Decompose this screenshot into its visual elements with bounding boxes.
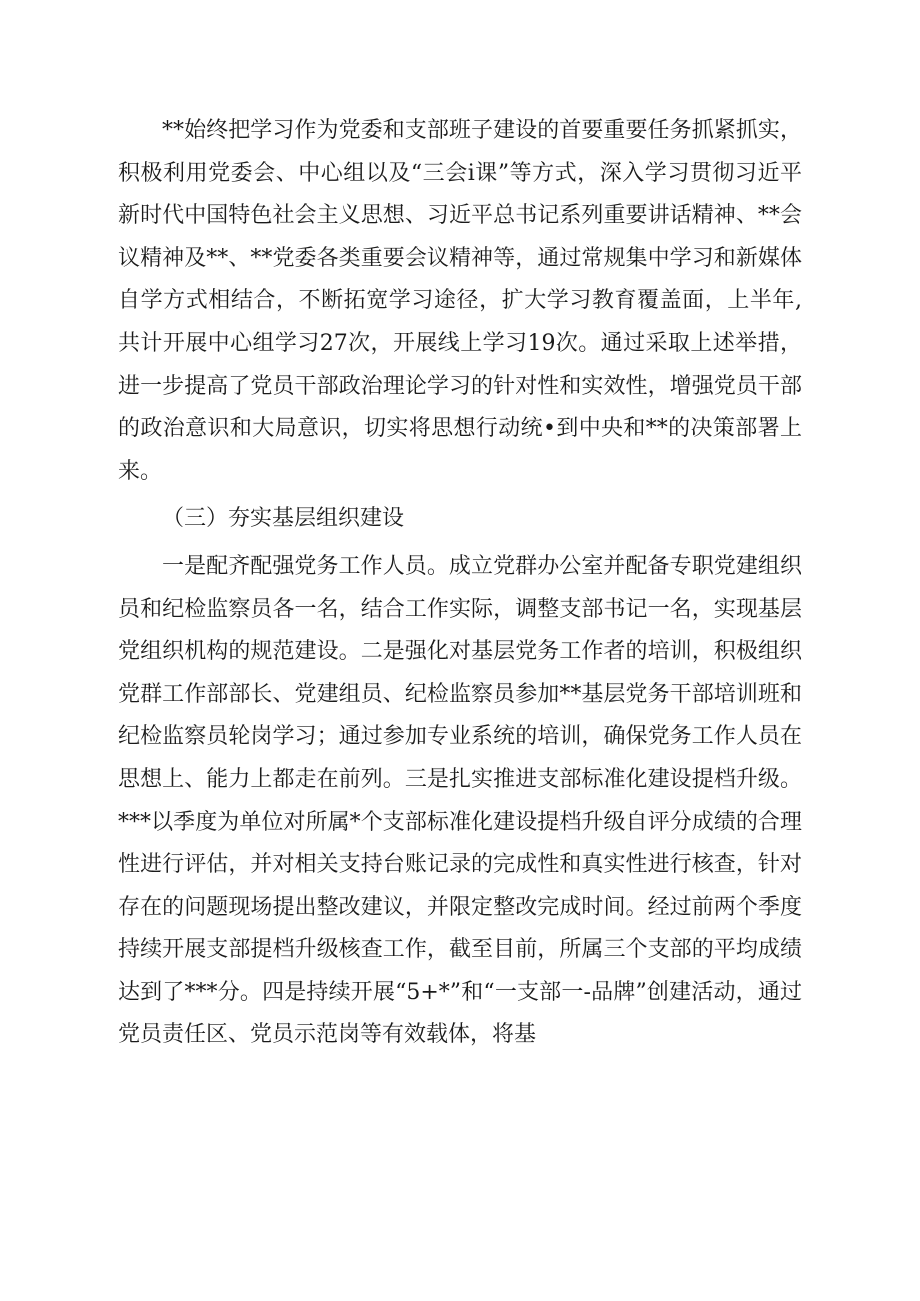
paragraph-study: **始终把学习作为党委和支部班子建设的首要重要任务抓紧抓实，积极利用党委会、中心组以及“三会i课”等方式，深入学习贯彻习近平新时代中国特色社会主义思想、习近平总书记系列重要讲话精神、**会议精神及**、**党委各类重要会议精神等，通过常规集中学习和新媒体自学方式相结合，不断拓宽学习途径，扩大学习教育覆盖面，上半年,共计开展中心组学习27次，开展线上学习19次。通过采取上述举措，进一步提高了党员干部政治理论学习的针对性和实效性，增强党员干部的政治意识和大局意识，切实将思想行动统•到中央和**的决策部署上来。	[118, 118, 802, 484]
section-heading: （三）夯实基层组织建设	[162, 506, 405, 532]
document-body	[118, 110, 802, 1057]
paragraph-organization: 一是配齐配强党务工作人员。成立党群办公室并配备专职党建组织员和纪检监察员各一名，结合工作实际，调整支部书记一名，实现基层党组织机构的规范建设。二是强化对基层党务工作者的培训，积极组织党群工作部部长、党建组员、纪检监察员参加**基层党务干部培训班和纪检监察员轮岗学习；通过参加专业系统的培训，确保党务工作人员在思想上、能力上都走在前列。三是扎实推进支部标准化建设提档升级。***以季度为单位对所属*个支部标准化建设提档升级自评分成绩的合理性进行评估，并对相关支持台账记录的完成性和真实性进行核查，针对存在的问题现场提出整改建议，并限定整改完成时间。经过前两个季度持续开展支部提档升级核查工作，截至目前，所属三个支部的平均成绩达到了***分。四是持续开展“5+*”和“一支部一-品牌”创建活动，通过党员责任区、党员示范岗等有效载体，将基	[118, 553, 802, 1048]
